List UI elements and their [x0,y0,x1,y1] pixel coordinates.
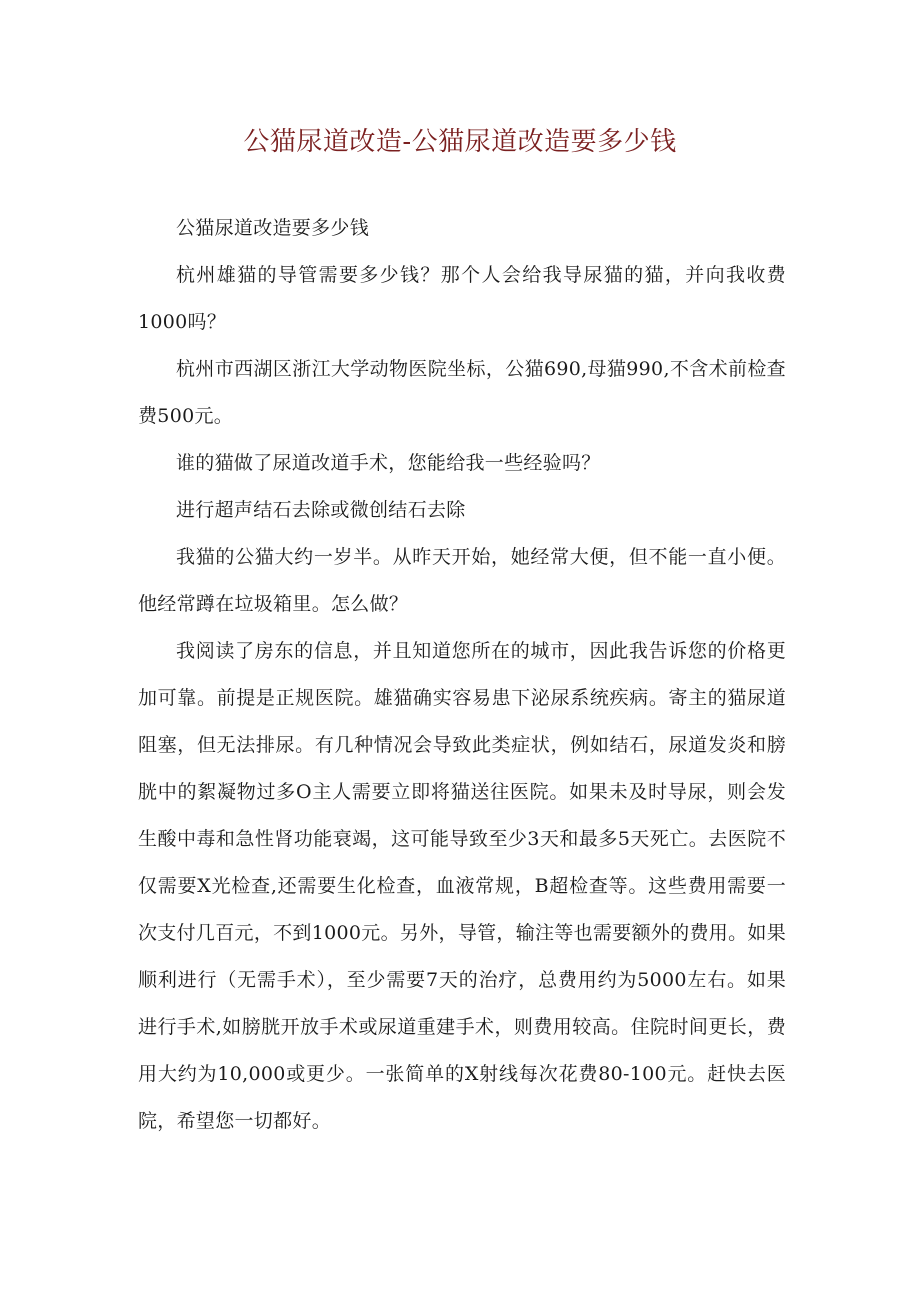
paragraph-experience-question: 谁的猫做了尿道改道手术，您能给我一些经验吗？ [176,452,601,474]
paragraph-subtitle: 公猫尿道改造要多少钱 [176,217,370,239]
document-title: 公猫尿道改造-公猫尿道改造要多少钱 [243,127,677,157]
paragraph-stone-removal: 进行超声结石去除或微创结石去除 [176,499,466,521]
paragraph-cat-symptoms: 我猫的公猫大约一岁半。从昨天开始，她经常大便，但不能一直小便。他经常蹲在垃圾箱里。怎么做？ [138,546,786,615]
document-body [138,205,786,1145]
paragraph-hospital-price: 杭州市西湖区浙江大学动物医院坐标，公猫690,母猫990,不含术前检查费500元。 [138,358,786,427]
paragraph-question: 杭州雄猫的导管需要多少钱？那个人会给我导尿猫的猫，并向我收费1000吗？ [138,264,786,333]
paragraph-answer: 我阅读了房东的信息，并且知道您所在的城市，因此我告诉您的价格更加可靠。前提是正规医院。雄猫确实容易患下泌尿系统疾病。寄主的猫尿道阻塞，但无法排尿。有几种情况会导致此类症状，例如结石，尿道发炎和膀胱中的絮凝物过多O主人需要立即将猫送往医院。如果未及时导尿，则会发生酸中毒和急性肾功能衰竭，这可能导致至少3天和最多5天死亡。去医院不仅需要X光检查,还需要生化检查，血液常规，B超检查等。这些费用需要一次支付几百元，不到1000元。另外，导管，输注等也需要额外的费用。如果顺利进行（无需手术），至少需要7天的治疗，总费用约为5000左右。如果进行手术,如膀胱开放手术或尿道重建手术，则费用较高。住院时间更长，费用大约为10,000或更少。一张简单的X射线每次花费80-100元。赶快去医院，希望您一切都好。 [138,640,786,1132]
